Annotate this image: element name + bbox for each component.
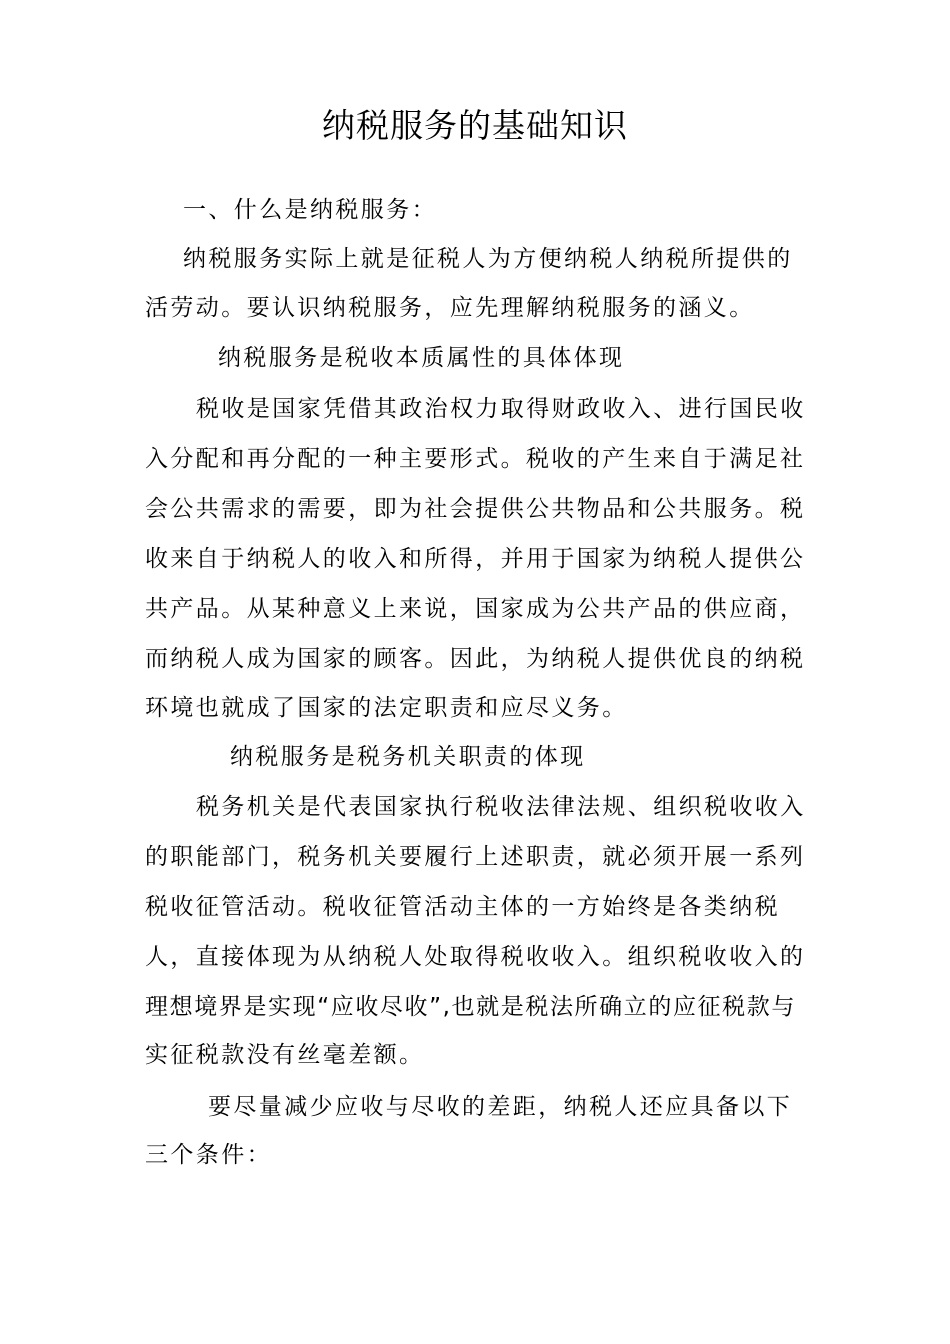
paragraph-line: 活劳动。要认识纳税服务，应先理解纳税服务的涵义。 (145, 295, 755, 321)
paragraph-line: 而纳税人成为国家的顾客。因此，为纳税人提供优良的纳税 (145, 646, 806, 672)
paragraph-line: 税收征管活动。税收征管活动主体的一方始终是各类纳税 (145, 894, 780, 920)
paragraph-line: 税务机关是代表国家执行税收法律法规、组织税收收入 (196, 794, 806, 820)
document-title: 纳税服务的基础知识 (322, 106, 628, 145)
subheading-tax-nature: 纳税服务是税收本质属性的具体体现 (218, 345, 625, 371)
paragraph-line: 三个条件： (145, 1142, 272, 1168)
paragraph-line: 的职能部门，税务机关要履行上述职责，就必须开展一系列 (145, 844, 806, 870)
paragraph-line: 实征税款没有丝毫差额。 (145, 1042, 425, 1068)
subheading-tax-authority-duty: 纳税服务是税务机关职责的体现 (230, 744, 586, 770)
paragraph-line: 理想境界是实现“应收尽收”,也就是税法所确立的应征税款与 (145, 994, 796, 1020)
paragraph-line: 会公共需求的需要，即为社会提供公共物品和公共服务。税 (145, 496, 806, 522)
paragraph-line: 纳税服务实际上就是征税人为方便纳税人纳税所提供的 (183, 246, 793, 272)
paragraph-line: 环境也就成了国家的法定职责和应尽义务。 (145, 695, 628, 721)
paragraph-line: 共产品。从某种意义上来说，国家成为公共产品的供应商， (145, 596, 806, 622)
paragraph-line: 要尽量减少应收与尽收的差距，纳税人还应具备以下 (208, 1094, 793, 1120)
paragraph-line: 税收是国家凭借其政治权力取得财政收入、进行国民收 (196, 396, 806, 422)
paragraph-line: 人，直接体现为从纳税人处取得税收收入。组织税收收入的 (145, 944, 806, 970)
paragraph-line: 收来自于纳税人的收入和所得，并用于国家为纳税人提供公 (145, 546, 806, 572)
paragraph-line: 入分配和再分配的一种主要形式。税收的产生来自于满足社 (145, 446, 806, 472)
section-heading-what-is-tax-service: 一、什么是纳税服务： (183, 197, 437, 223)
